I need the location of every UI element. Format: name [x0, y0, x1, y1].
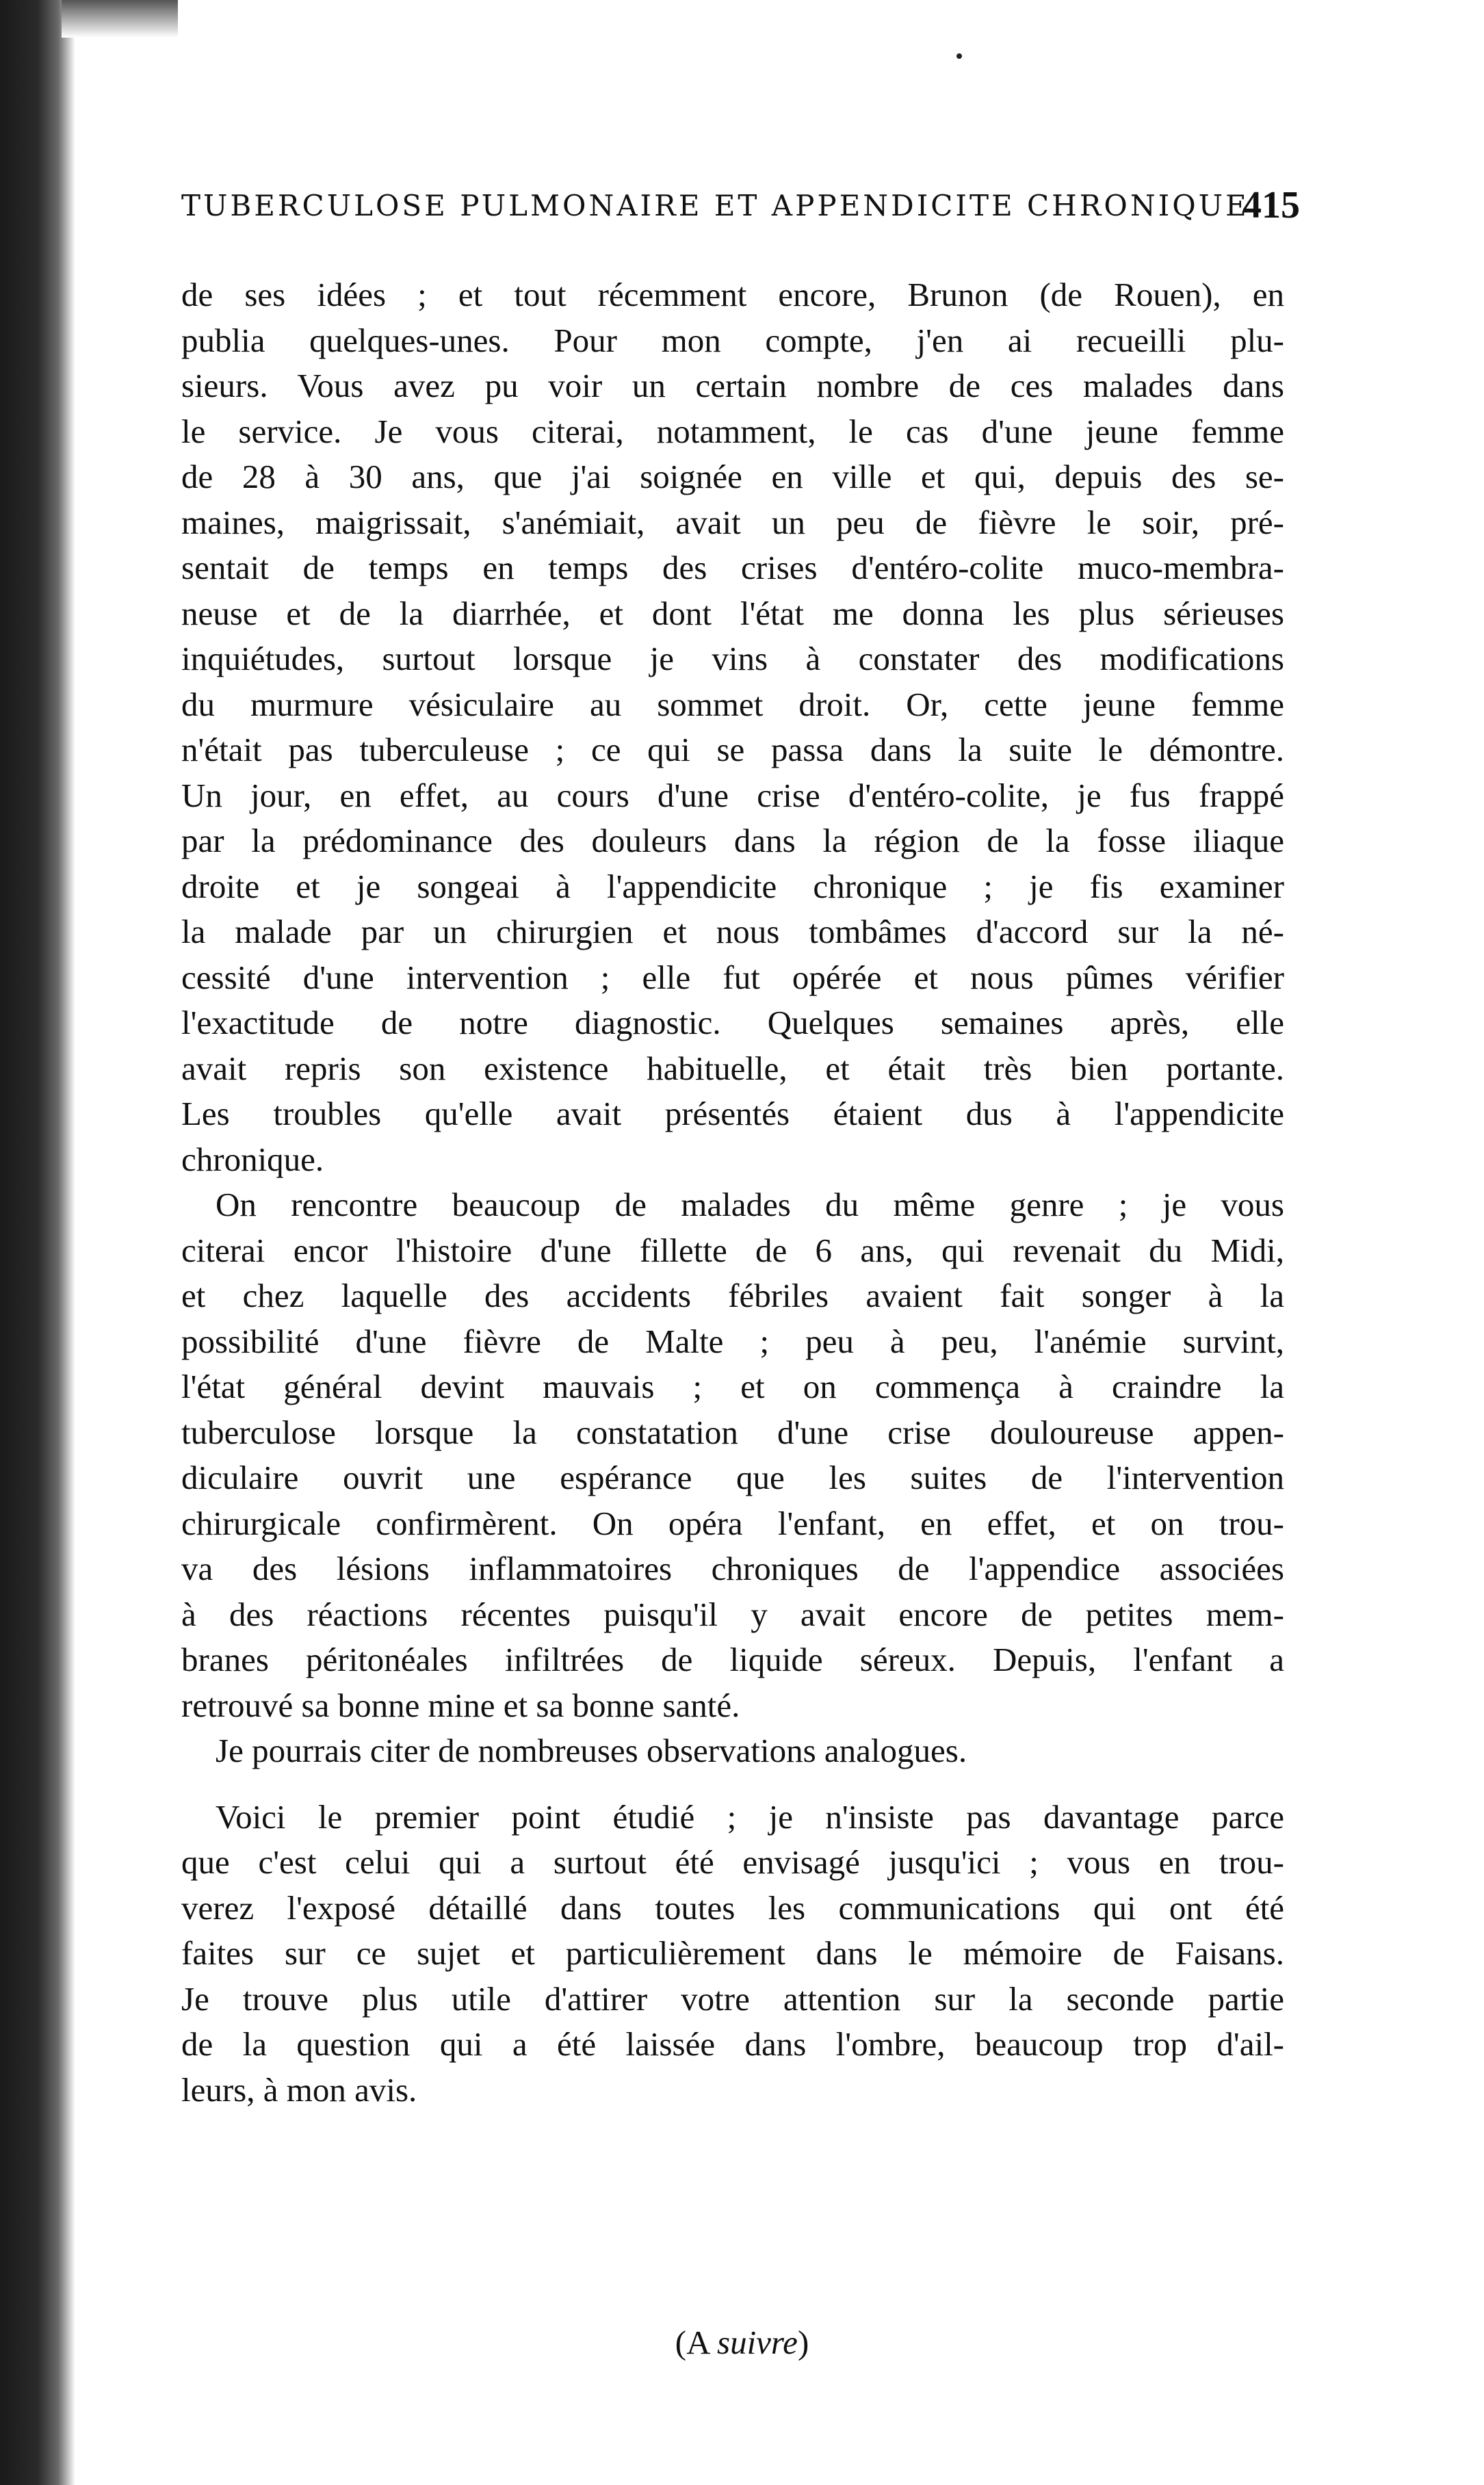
- text-line: que c'est celui qui a surtout été envisagé jusqu'ici ; vous en trou-: [181, 1843, 1284, 1881]
- text-line: à des réactions récentes puisqu'il y avait encore de petites mem-: [181, 1595, 1284, 1633]
- text-line: de 28 à 30 ans, que j'ai soignée en ville et qui, depuis des se-: [181, 458, 1284, 495]
- text-line: leurs, à mon avis.: [181, 2070, 417, 2109]
- body-text: [181, 272, 1284, 2113]
- a-letter: A: [686, 2324, 709, 2361]
- section-gap: [181, 1774, 1284, 1795]
- text-line: chronique.: [181, 1140, 324, 1178]
- text-line: le service. Je vous citerai, notamment, le cas d'une jeune femme: [181, 412, 1284, 450]
- text-line: tuberculose lorsque la constatation d'une crise douloureuse appen-: [181, 1413, 1284, 1451]
- text-line: Je trouve plus utile d'attirer votre attention sur la seconde partie: [181, 1979, 1284, 2018]
- text-line: cessité d'une intervention ; elle fut opérée et nous pûmes vérifier: [181, 958, 1284, 996]
- text-line: verez l'exposé détaillé dans toutes les communications qui ont été: [181, 1888, 1284, 1927]
- text-line: chirurgicale confirmèrent. On opéra l'enfant, en effet, et on trou-: [181, 1504, 1284, 1542]
- text-line: maines, maigrissait, s'anémiait, avait un peu de fièvre le soir, pré-: [181, 503, 1284, 541]
- text-line: de la question qui a été laissée dans l'ombre, beaucoup trop d'ail-: [181, 2025, 1284, 2063]
- text-line: et chez laquelle des accidents fébriles avaient fait songer à la: [181, 1277, 1284, 1314]
- text-line: n'était pas tuberculeuse ; ce qui se passa dans la suite le démontre.: [181, 731, 1284, 768]
- text-line: inquiétudes, surtout lorsque je vins à constater des modifications: [181, 640, 1284, 677]
- text-line: faites sur ce sujet et particulièrement dans le mémoire de Faisans.: [181, 1934, 1284, 1972]
- text-line: l'état général devint mauvais ; et on commença à craindre la: [181, 1368, 1284, 1405]
- scan-corner-shadow: [62, 0, 178, 38]
- close-paren: ): [797, 2324, 809, 2361]
- to-be-continued: [0, 2323, 1484, 2362]
- text-line: avait repris son existence habituelle, et était très bien portante.: [181, 1049, 1284, 1087]
- text-line: du murmure vésiculaire au sommet droit. Or, cette jeune femme: [181, 685, 1284, 723]
- text-line: retrouvé sa bonne mine et sa bonne santé.: [181, 1686, 740, 1724]
- text-line: sentait de temps en temps des crises d'entéro-colite muco-membra-: [181, 549, 1284, 586]
- text-line: Les troubles qu'elle avait présentés étaient dus à l'appendicite: [181, 1095, 1284, 1132]
- suivre-word: suivre: [717, 2324, 798, 2361]
- scan-page-edge: [0, 0, 75, 2485]
- page-number: 415: [1242, 184, 1300, 226]
- text-line: la malade par un chirurgien et nous tombâmes d'accord sur la né-: [181, 913, 1284, 950]
- text-line: branes péritonéales infiltrées de liquide séreux. Depuis, l'enfant a: [181, 1641, 1284, 1678]
- text-line: publia quelques-unes. Pour mon compte, j'en ai recueilli plu-: [181, 321, 1284, 359]
- text-line: par la prédominance des douleurs dans la région de la fosse iliaque: [181, 822, 1284, 859]
- text-line: l'exactitude de notre diagnostic. Quelques semaines après, elle: [181, 1004, 1284, 1041]
- text-line: sieurs. Vous avez pu voir un certain nombre de ces malades dans: [181, 367, 1284, 404]
- open-paren: (: [675, 2324, 687, 2361]
- text-line: possibilité d'une fièvre de Malte ; peu à peu, l'anémie survint,: [181, 1322, 1284, 1360]
- text-line: On rencontre beaucoup de malades du même genre ; je vous: [216, 1186, 1284, 1223]
- running-title: TUBERCULOSE PULMONAIRE ET APPENDICITE CHRONIQUE: [181, 189, 1249, 222]
- text-line: diculaire ouvrit une espérance que les suites de l'intervention: [181, 1459, 1284, 1496]
- text-line: Voici le premier point étudié ; je n'insiste pas davantage parce: [216, 1797, 1284, 1836]
- text-line: Un jour, en effet, au cours d'une crise d'entéro-colite, je fus frappé: [181, 776, 1284, 814]
- text-line: de ses idées ; et tout récemment encore, Brunon (de Rouen), en: [181, 276, 1284, 313]
- text-line: neuse et de la diarrhée, et dont l'état me donna les plus sérieuses: [181, 594, 1284, 632]
- scan-speck: [956, 53, 962, 59]
- text-line: va des lésions inflammatoires chroniques de l'appendice associées: [181, 1550, 1284, 1587]
- text-line: droite et je songeai à l'appendicite chronique ; je fis examiner: [181, 867, 1284, 905]
- running-header: [181, 183, 1300, 238]
- text-line: citerai encor l'histoire d'une fillette de 6 ans, qui revenait du Midi,: [181, 1231, 1284, 1269]
- text-line: Je pourrais citer de nombreuses observations analogues.: [216, 1732, 967, 1769]
